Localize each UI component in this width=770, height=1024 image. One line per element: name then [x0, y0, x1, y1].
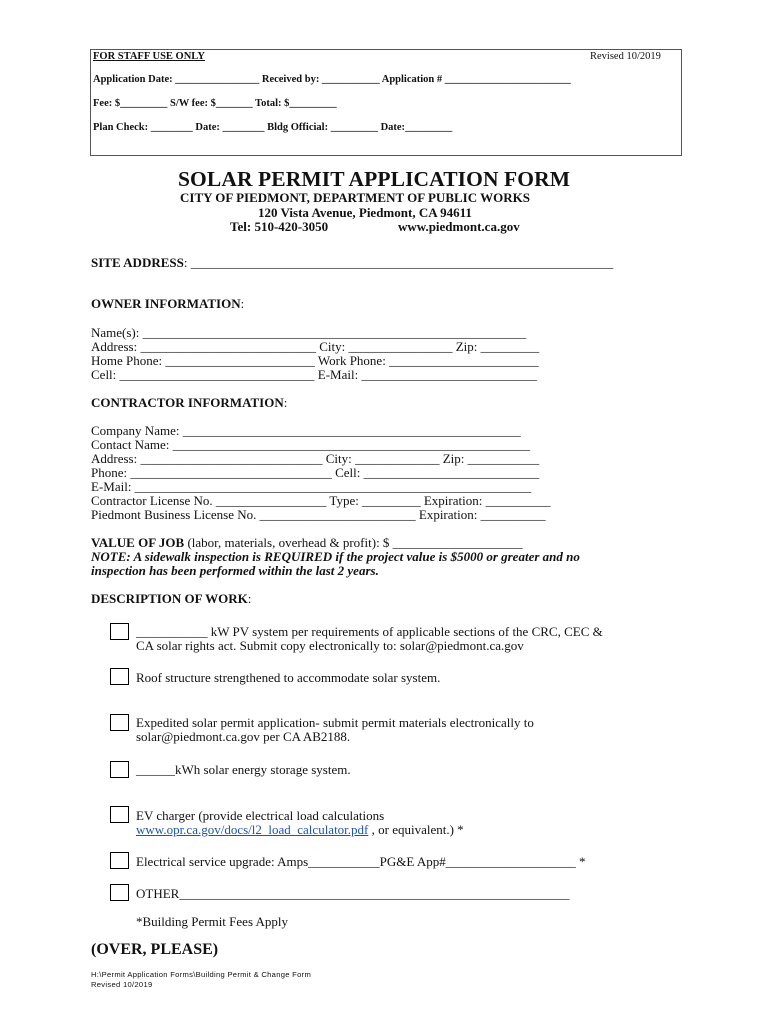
footer-revised: Revised 10/2019 [91, 980, 153, 989]
department-website: www.piedmont.ca.gov [398, 219, 520, 234]
ev-charger-text-2: www.opr.ca.gov/docs/l2_load_calculator.pdf , or equivalent.) * [136, 822, 464, 837]
other-text: OTHER____________________________________________________________ [136, 886, 570, 901]
footer-file-path: H:\Permit Application Forms\Building Permit & Change Form [91, 970, 312, 979]
pv-system-text-1: ___________ kW PV system per requirements of applicable sections of the CRC, CEC & [136, 624, 603, 639]
energy-storage-text: ______kWh solar energy storage system. [136, 762, 351, 777]
permit-fees-note: *Building Permit Fees Apply [136, 914, 289, 929]
contractor-contact-field[interactable]: Contact Name: _______________________________________________________ [91, 437, 531, 452]
expedited-permit-checkbox[interactable] [110, 714, 129, 731]
energy-storage-checkbox[interactable] [110, 761, 129, 778]
owner-heading: OWNER INFORMATION: [91, 296, 245, 311]
contractor-phone-field[interactable]: Phone: _______________________________ Cell: ___________________________ [91, 465, 540, 480]
other-checkbox[interactable] [110, 884, 129, 901]
over-please: (OVER, PLEASE) [91, 941, 219, 958]
roof-structure-text: Roof structure strengthened to accommodate solar system. [136, 670, 441, 685]
staff-heading: FOR STAFF USE ONLY [93, 51, 205, 62]
staff-row-application: Application Date: ________________ Received by: ___________ Application # ________________________ [93, 74, 571, 85]
roof-structure-checkbox[interactable] [110, 668, 129, 685]
value-of-job-label: VALUE OF JOB [91, 535, 185, 550]
owner-phone-field[interactable]: Home Phone: _______________________ Work Phone: _______________________ [91, 353, 539, 368]
contractor-license-field[interactable]: Contractor License No. _________________ Type: _________ Expiration: __________ [91, 493, 551, 508]
revised-date: Revised 10/2019 [590, 51, 661, 62]
expedited-permit-text-1: Expedited solar permit application- submit permit materials electronically to [136, 715, 534, 730]
contractor-address-field[interactable]: Address: ____________________________ City: _____________ Zip: ___________ [91, 451, 540, 466]
form-title: SOLAR PERMIT APPLICATION FORM [178, 167, 571, 191]
contractor-email-field[interactable]: E-Mail: _____________________________________________________________ [91, 479, 532, 494]
staff-row-fees: Fee: $_________ S/W fee: $_______ Total: $_________ [93, 98, 337, 109]
sidewalk-note-line2: inspection has been performed within the last 2 years. [91, 563, 379, 578]
service-upgrade-text: Electrical service upgrade: Amps___________PG&E App#____________________ * [136, 854, 586, 869]
ev-charger-text-1: EV charger (provide electrical load calculations [136, 808, 385, 823]
contractor-company-field[interactable]: Company Name: ____________________________________________________ [91, 423, 521, 438]
staff-row-plan-check: Plan Check: ________ Date: ________ Bldg Official: _________ Date:_________ [93, 122, 453, 133]
work-heading: DESCRIPTION OF WORK: [91, 591, 252, 606]
owner-address-field[interactable]: Address: ___________________________ City: ________________ Zip: _________ [91, 339, 540, 354]
service-upgrade-checkbox[interactable] [110, 852, 129, 869]
business-license-field[interactable]: Piedmont Business License No. ________________________ Expiration: __________ [91, 507, 546, 522]
site-address-label: SITE ADDRESS [91, 255, 184, 270]
contractor-heading: CONTRACTOR INFORMATION: [91, 395, 288, 410]
sidewalk-note-line1: NOTE: A sidewalk inspection is REQUIRED if the project value is $5000 or greater and no [91, 549, 580, 564]
ev-charger-checkbox[interactable] [110, 806, 129, 823]
department-phone: Tel: 510-420-3050 [230, 219, 329, 234]
department-name: CITY OF PIEDMONT, DEPARTMENT OF PUBLIC WORKS [180, 190, 530, 205]
pv-system-text-2: CA solar rights act. Submit copy electronically to: solar@piedmont.ca.gov [136, 638, 524, 653]
site-address-row: SITE ADDRESS: _________________________________________________________________ [91, 255, 614, 270]
expedited-permit-text-2: solar@piedmont.ca.gov per CA AB2188. [136, 729, 351, 744]
owner-cell-field[interactable]: Cell: ______________________________ E-Mail: ___________________________ [91, 367, 537, 382]
department-address: 120 Vista Avenue, Piedmont, CA 94611 [258, 205, 472, 220]
pv-system-checkbox[interactable] [110, 623, 129, 640]
value-of-job-row[interactable]: VALUE OF JOB (labor, materials, overhead & profit): $ ____________________ [91, 535, 523, 550]
load-calculator-link[interactable]: www.opr.ca.gov/docs/l2_load_calculator.pdf [136, 822, 369, 837]
site-address-field[interactable]: _________________________________________________________________ [190, 255, 614, 270]
owner-names-field[interactable]: Name(s): ___________________________________________________________ [91, 325, 527, 340]
